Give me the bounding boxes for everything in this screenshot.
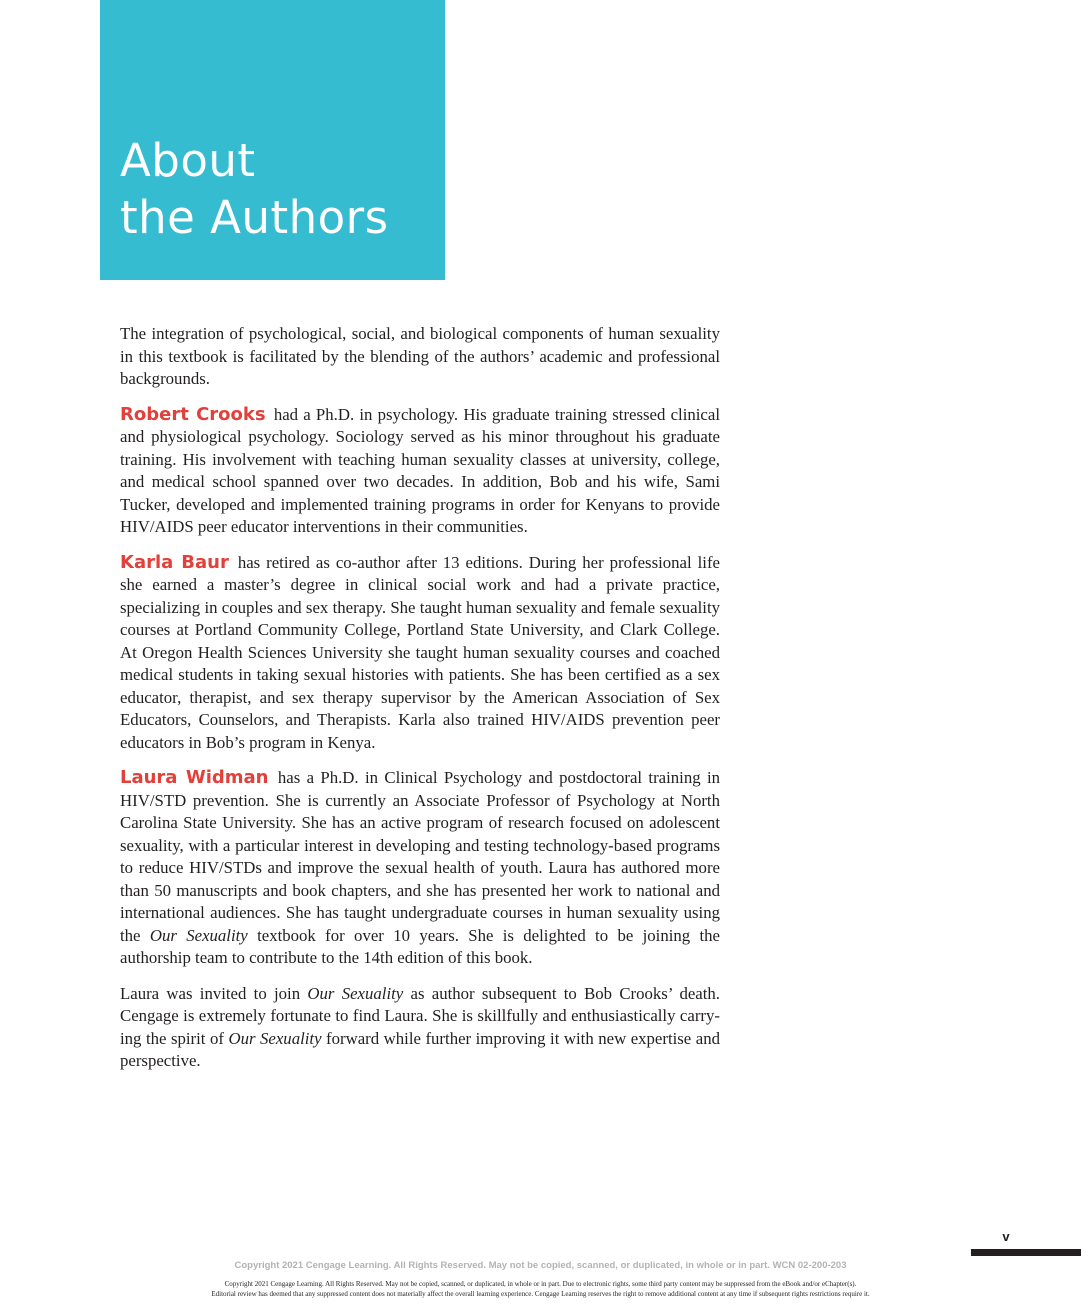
author-name-baur: Karla Baur <box>120 551 229 573</box>
page-title <box>120 132 389 246</box>
closing-part-3: forward while further improving it with new expertise and perspective. <box>120 1028 720 1070</box>
copyright-notice-main: Copyright 2021 Cengage Learning. All Rights Reserved. May not be copied, scanned, or duplicated, in whole or in part. WCN 02-200-203 <box>234 1260 847 1271</box>
author-paragraph-baur <box>120 552 720 755</box>
page-title-line-2: the Authors <box>120 191 389 244</box>
intro-paragraph: The integration of psychological, social, and biological components of human sexuality in this textbook is facilitated by the blending of the authors’ academic and professional backgrounds. <box>120 324 720 388</box>
book-title: Our Sexuality <box>307 983 404 1003</box>
author-name-widman: Laura Widman <box>120 767 269 788</box>
chapter-title-box <box>100 0 445 280</box>
closing-paragraph <box>120 983 720 1073</box>
copyright-notice-line-1: Copyright 2021 Cengage Learning. All Rights Reserved. May not be copied, scanned, or duplicated, in whole or in part. Due to electronic rights, some third party content may be suppressed from the eBook and/or eChapter(s). <box>224 1280 857 1288</box>
author-paragraph-widman <box>120 767 720 970</box>
closing-part-2: as author subsequent to Bob Crooks’ death. Cengage is extremely fortunate to find Laura. She is skillfully and enthusiastically carrying the spirit of <box>120 983 720 1048</box>
page-number: v <box>1002 1229 1010 1244</box>
body-text <box>120 323 720 1086</box>
closing-part-1: Laura was invited to join <box>120 983 301 1003</box>
author-bio-widman-part-1: has a Ph.D. in Clinical Psychology and postdoctoral training in HIV/STD prevention. She is currently an Associate Professor of Psychology at North Carolina State University. She has an active program of research focused on adolescent sexuality, with a particular interest in developing and testing technology-based programs to reduce HIV/STDs and improve the sexual health of youth. Laura has authored more than 50 manuscripts and book chapters, and she has presented her work to national and international audiences. She has taught undergraduate courses in human sexuality using the <box>120 768 720 945</box>
book-title: Our Sexuality <box>228 1028 322 1048</box>
page-number-rule <box>971 1249 1081 1256</box>
author-paragraph-crooks <box>120 404 720 539</box>
author-bio-widman-part-2: textbook for over 10 years. She is delighted to be joining the authorship team to contribute to the 14th edition of this book. <box>120 925 721 967</box>
author-bio-crooks: had a Ph.D. in psychology. His graduate training stressed clinical and physiological psychology. Sociology served as his minor throughout his graduate training. His involvement with teaching human sexuality classes at university, college, and medical school spanned over two decades. In addition, Bob and his wife, Sami Tucker, developed and implemented training programs in order for Kenyans to provide HIV/​AIDS peer educator interventions in their communities. <box>120 404 720 536</box>
book-title: Our Sexuality <box>149 925 248 945</box>
copyright-notice-line-2: Editorial review has deemed that any suppressed content does not materially affect the overall learning experience. Cengage Learning reserves the right to remove additional content at any time if subsequent rights restrictions require it. <box>211 1290 870 1298</box>
page-title-line-1: About <box>120 134 256 187</box>
copyright-notice-small <box>0 1279 1081 1299</box>
author-bio-baur: has retired as co-author after 13 editions. During her professional life she earned a master’s degree in clinical social work and had a private practice, specializing in couples and sex therapy. She taught human sexuality and female sexuality courses at Portland Community College, Portland State University, and Clark College. At Oregon Health Sciences University she taught human sexuality courses and coached medical students in taking sexual histories with patients. She has been certified as a sex educator, therapist, and sex therapy supervisor by the American Association of Sex Educators, Counselors, and Therapists. Karla also trained HIV/AIDS prevention peer educators in Bob’s program in Kenya. <box>120 552 720 752</box>
author-name-crooks: Robert Crooks <box>120 403 266 425</box>
